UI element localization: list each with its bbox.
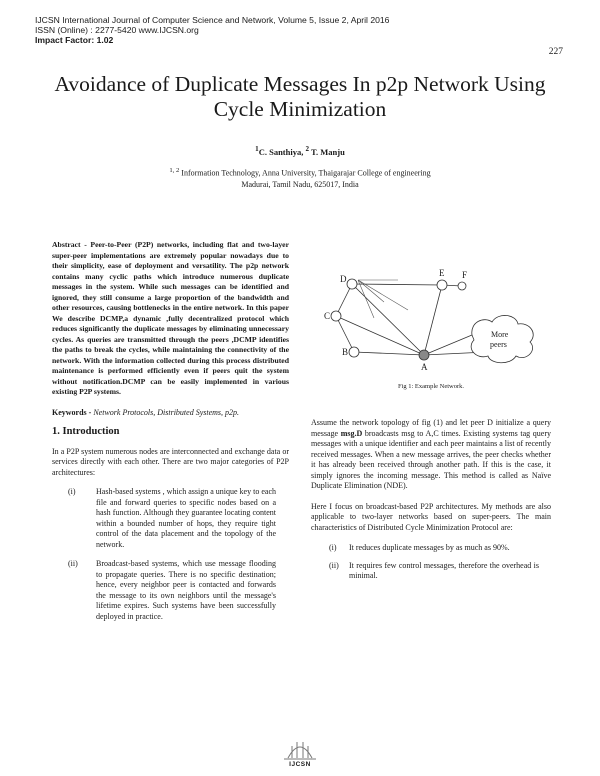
arrow-lines	[358, 280, 408, 318]
page-number: 227	[548, 47, 563, 57]
arrow-fan	[358, 280, 408, 318]
list-item-text: Broadcast-based systems, which use message flooding to propagate queries. There is no specific destination; hence, every neighbor peer is contacted and forwards the message to its own neighbors until the message's lifetime expires. Such systems have been successfully deployed in practice.	[96, 559, 276, 621]
affiliation-superscript: 1, 2	[169, 167, 180, 174]
edge-c-a	[336, 316, 424, 355]
list-item-number: (ii)	[329, 560, 339, 570]
node-f-icon	[458, 282, 466, 290]
left-column	[52, 240, 289, 622]
node-e-icon	[437, 280, 447, 290]
list-item	[311, 543, 551, 554]
journal-header	[35, 15, 389, 45]
keywords-label: Keywords -	[52, 407, 94, 417]
topology-paragraph	[311, 418, 551, 492]
keywords-text: Network Protocols, Distributed Systems, p2p.	[93, 407, 240, 417]
journal-issn: ISSN (Online) : 2277-5420 www.IJCSN.org	[35, 25, 199, 35]
cloud-label-line-1: More	[491, 330, 509, 339]
edge-a-cloud	[424, 335, 472, 355]
topology-text-2: broadcasts msg to A,C times. Existing systems tag query messages with a unique identifier and each peer maintains a list of recently received messages. When a new message arrives, the peer checks whether it has already been received through another path. If this is the case, it simply ignores the incoming message. This method is called as Naïve Duplicate Elimination (NDE).	[311, 428, 551, 490]
list-item-text: It reduces duplicate messages by as much as 90%.	[349, 543, 510, 552]
affiliation	[0, 165, 600, 190]
node-a-icon	[419, 350, 429, 360]
node-f-label: F	[462, 270, 468, 280]
figure-caption: Fig 1: Example Network.	[397, 383, 465, 390]
author-1: C. Santhiya,	[258, 146, 306, 157]
list-item-number: (ii)	[68, 559, 78, 569]
journal-name: IJCSN International Journal of Computer Science and Network, Volume 5, Issue 2, April 2016	[35, 15, 390, 25]
node-c-icon	[331, 311, 341, 321]
topology-bold-term: msg.D	[340, 428, 363, 438]
edge-b-a	[354, 352, 424, 355]
list-item-number: (i)	[68, 487, 76, 497]
cloud-label-line-2: peers	[490, 340, 507, 349]
list-item	[52, 559, 289, 622]
node-b-label: B	[342, 347, 349, 357]
introduction-paragraph: In a P2P system numerous nodes are interconnected and exchange data or services directly with each other. There are two major categories of P2P architectures:	[52, 446, 289, 477]
network-edges	[336, 284, 487, 355]
list-item	[311, 561, 551, 582]
author-2: T. Manju	[309, 146, 345, 157]
authors	[0, 145, 600, 157]
node-d-icon	[347, 279, 357, 289]
section-heading-introduction: 1. Introduction	[52, 425, 120, 437]
example-network-figure	[312, 240, 550, 380]
right-column	[311, 418, 551, 582]
affiliation-line-2: Madurai, Tamil Nadu, 625017, India	[241, 179, 359, 189]
focus-paragraph: Here I focus on broadcast-based P2P architectures. My methods are also applicable to two-layer networks based on super-peers. The main characteristics of Distributed Cycle Minimization Protocol are:	[311, 501, 551, 532]
author-1-superscript: 1	[255, 145, 259, 153]
edge-d-a	[352, 284, 424, 355]
affiliation-line-1: Information Technology, Anna University, Thaigarajar College of engineering	[179, 168, 431, 178]
node-d-label: D	[340, 274, 347, 284]
footer-journal-text: IJCSN	[289, 761, 311, 768]
node-a-label: A	[421, 362, 428, 372]
node-b-icon	[349, 347, 359, 357]
list-item-number: (i)	[329, 543, 337, 552]
paper-title: Avoidance of Duplicate Messages In p2p Network Using Cycle Minimization	[54, 72, 546, 121]
impact-factor: Impact Factor: 1.02	[35, 35, 114, 45]
node-c-label: C	[324, 311, 331, 321]
list-item-text: Hash-based systems , which assign a unique key to each file and forward queries to specific nodes based on a hash function. Although they guarantee locating content within a bounded number of hops, they require tight control of the data placement and the topology of the network.	[96, 487, 276, 549]
list-item-text: It requires few control messages, therefore the overhead is minimal.	[349, 560, 539, 580]
topology-text-1: Assume the network topology of fig (1) and let peer D initialize a query message	[311, 418, 551, 438]
author-2-superscript: 2	[305, 145, 310, 153]
node-e-label: E	[439, 268, 445, 278]
list-item	[52, 487, 289, 550]
edge-e-a	[424, 285, 442, 355]
abstract: Abstract - Peer-to-Peer (P2P) networks, including flat and two-layer super-peer implementations are extremely popular nowadays due to their simplicity, ease of deployment and versatility. The p2p network contains many cyclic paths which introduce numerous duplicate messages in the system. While such messages can be identified and ignored, they still consume a large proportion of the bandwidth and other resources, causing bottlenecks in the entire network. In this paper We describe DCMP,a dynamic ,fully decentralized protocol which reduces significantly the duplicate messages by eliminating unnecessary cycles. As queries are transmitted through the peers ,DCMP identifies the paths to break the cycles, while maintaining the connectivity of the network. With the information collected during this process distributed maintenance is performed efficiently even if peers quit the system without notification.DCMP can be easily implemented in various existing P2P systems.	[52, 240, 289, 396]
keywords	[52, 408, 289, 418]
